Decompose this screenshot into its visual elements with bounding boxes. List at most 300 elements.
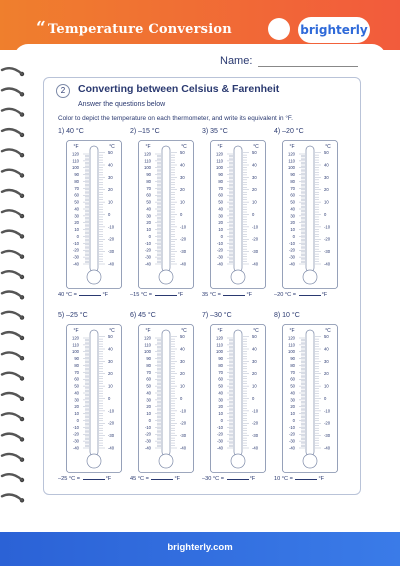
fahrenheit-tick-label: 120 <box>72 335 79 341</box>
answer-line[interactable] <box>58 292 108 298</box>
answer-line[interactable] <box>130 292 183 298</box>
celsius-tick-label: 10 <box>252 199 257 205</box>
fahrenheit-tick-label: -30 <box>144 438 151 444</box>
celsius-tick-label: 40 <box>252 162 257 168</box>
spiral-ring <box>2 312 24 320</box>
thermometer-bulb <box>159 270 173 284</box>
fahrenheit-tick-label: 90 <box>146 172 151 178</box>
spiral-ring <box>2 251 24 259</box>
fahrenheit-tick-label: 100 <box>216 165 223 171</box>
fahrenheit-tick-label: 20 <box>146 404 151 410</box>
spiral-ring <box>2 495 24 503</box>
celsius-tick-label: 30 <box>324 174 329 180</box>
spiral-ring <box>2 170 24 178</box>
fahrenheit-tick-label: 30 <box>218 397 223 403</box>
celsius-tick-label: 40 <box>108 162 113 168</box>
fahrenheit-tick-label: 40 <box>146 206 151 212</box>
celsius-tick-label: 10 <box>252 383 257 389</box>
answer-blank[interactable] <box>295 479 317 480</box>
fahrenheit-tick-label: 60 <box>290 192 295 198</box>
fahrenheit-tick-label: 100 <box>144 349 151 355</box>
problem-label: 5) –25 °C <box>58 312 88 319</box>
fahrenheit-tick-label: 80 <box>290 362 295 368</box>
fahrenheit-tick-label: -10 <box>216 240 223 246</box>
fahrenheit-tick-label: 30 <box>74 213 79 219</box>
answer-line[interactable] <box>202 292 252 298</box>
fahrenheit-tick-label: 10 <box>74 227 79 233</box>
celsius-tick-label: -10 <box>180 408 187 414</box>
answer-line[interactable] <box>130 476 180 482</box>
fahrenheit-tick-label: 40 <box>290 390 295 396</box>
problem-label: 4) –20 °C <box>274 128 304 135</box>
thermometer-bulb <box>87 270 101 284</box>
celsius-tick-label: 50 <box>324 150 329 156</box>
thermometer-problem <box>130 128 202 304</box>
thermometer-bulb <box>231 270 245 284</box>
celsius-unit-label: °C <box>181 144 187 150</box>
answer-suffix: °F <box>321 292 328 298</box>
celsius-unit-label: °C <box>109 144 115 150</box>
thermometer-tube <box>90 146 98 272</box>
celsius-tick-label: 0 <box>252 211 255 217</box>
celsius-tick-label: -20 <box>180 420 187 426</box>
celsius-tick-label: 50 <box>108 334 113 340</box>
thermometer-problem <box>130 312 202 488</box>
fahrenheit-tick-label: 120 <box>288 335 295 341</box>
fahrenheit-tick-label: 80 <box>146 362 151 368</box>
answer-blank[interactable] <box>79 295 101 296</box>
fahrenheit-unit-label: °F <box>145 328 151 334</box>
fahrenheit-tick-label: 120 <box>288 151 295 157</box>
answer-prefix: –20 °C = <box>274 292 296 298</box>
celsius-tick-label: 0 <box>108 395 111 401</box>
thermometer-problem <box>58 128 130 304</box>
celsius-tick-label: -30 <box>108 433 115 439</box>
fahrenheit-unit-label: °F <box>217 144 223 150</box>
fahrenheit-tick-label: 70 <box>74 185 79 191</box>
thermometer-tube <box>306 330 314 456</box>
fahrenheit-tick-label: -30 <box>288 254 295 260</box>
fahrenheit-tick-label: -10 <box>144 424 151 430</box>
thermometer-figure <box>210 324 266 474</box>
thermometer-problem <box>274 128 346 304</box>
answer-prefix: 45 °C = <box>130 476 149 482</box>
spiral-ring <box>2 190 24 198</box>
fahrenheit-tick-label: 50 <box>218 383 223 389</box>
celsius-unit-label: °C <box>181 328 187 334</box>
answer-suffix: °F <box>105 476 112 482</box>
fahrenheit-tick-label: 10 <box>290 227 295 233</box>
fahrenheit-tick-label: -30 <box>216 254 223 260</box>
fahrenheit-tick-label: -10 <box>72 240 79 246</box>
fahrenheit-tick-label: 40 <box>146 390 151 396</box>
spiral-ring <box>2 332 24 340</box>
celsius-tick-label: -30 <box>180 433 187 439</box>
fahrenheit-unit-label: °F <box>73 144 79 150</box>
instructions-text: Color to depict the temperature on each thermometer, and write its equivalent in °F. <box>58 115 293 122</box>
spiral-ring <box>2 413 24 421</box>
celsius-tick-label: -30 <box>324 433 331 439</box>
fahrenheit-tick-label: 60 <box>218 192 223 198</box>
celsius-tick-label: 50 <box>180 150 185 156</box>
celsius-tick-label: 40 <box>252 346 257 352</box>
celsius-tick-label: 10 <box>180 199 185 205</box>
fahrenheit-tick-label: -30 <box>216 438 223 444</box>
celsius-tick-label: -40 <box>108 261 115 267</box>
thermometer-figure <box>282 324 338 474</box>
answer-line[interactable] <box>58 476 111 482</box>
fahrenheit-tick-label: 60 <box>74 192 79 198</box>
fahrenheit-tick-label: 100 <box>288 349 295 355</box>
fahrenheit-tick-label: 80 <box>146 178 151 184</box>
celsius-tick-label: -30 <box>324 249 331 255</box>
answer-blank[interactable] <box>223 295 245 296</box>
spiral-ring <box>2 68 24 76</box>
celsius-tick-label: 10 <box>180 383 185 389</box>
fahrenheit-tick-label: 80 <box>218 178 223 184</box>
fahrenheit-tick-label: 30 <box>74 397 79 403</box>
celsius-tick-label: -10 <box>252 224 259 230</box>
fahrenheit-tick-label: -10 <box>288 240 295 246</box>
celsius-tick-label: 0 <box>324 395 327 401</box>
fahrenheit-tick-label: 50 <box>290 199 295 205</box>
fahrenheit-tick-label: 20 <box>218 404 223 410</box>
celsius-tick-label: -20 <box>180 236 187 242</box>
answer-blank[interactable] <box>299 295 321 296</box>
celsius-tick-label: -10 <box>324 224 331 230</box>
fahrenheit-tick-label: 90 <box>290 356 295 362</box>
problem-label: 3) 35 °C <box>202 128 228 135</box>
celsius-tick-label: 0 <box>180 395 183 401</box>
celsius-tick-label: -30 <box>252 249 259 255</box>
celsius-tick-label: -20 <box>324 420 331 426</box>
fahrenheit-tick-label: 40 <box>74 390 79 396</box>
answer-prefix: –15 °C = <box>130 292 152 298</box>
worksheet-title-text: Temperature Conversion <box>47 22 232 37</box>
celsius-tick-label: 20 <box>324 187 329 193</box>
celsius-tick-label: 20 <box>252 371 257 377</box>
quote-icon: “ <box>36 18 46 38</box>
answer-line[interactable] <box>202 476 255 482</box>
celsius-tick-label: 20 <box>324 371 329 377</box>
celsius-tick-label: -40 <box>180 445 187 451</box>
celsius-tick-label: 20 <box>108 371 113 377</box>
celsius-tick-label: -40 <box>324 261 331 267</box>
celsius-tick-label: 40 <box>180 162 185 168</box>
celsius-unit-label: °C <box>253 144 259 150</box>
celsius-tick-label: -20 <box>108 420 115 426</box>
spiral-ring <box>2 454 24 462</box>
celsius-tick-label: 30 <box>180 174 185 180</box>
thermometer-tube <box>234 146 242 272</box>
celsius-tick-label: 10 <box>324 383 329 389</box>
fahrenheit-tick-label: 10 <box>146 227 151 233</box>
fahrenheit-tick-label: 100 <box>144 165 151 171</box>
fahrenheit-tick-label: 20 <box>74 404 79 410</box>
fahrenheit-tick-label: 50 <box>290 383 295 389</box>
thermometer-figure <box>138 324 194 474</box>
thermometer-bulb <box>159 454 173 468</box>
fahrenheit-tick-label: 10 <box>218 227 223 233</box>
fahrenheit-tick-label: 80 <box>74 178 79 184</box>
brand-logo: brighterly <box>298 17 370 43</box>
fahrenheit-tick-label: 30 <box>290 397 295 403</box>
fahrenheit-tick-label: 20 <box>74 220 79 226</box>
section-subtitle: Answer the questions below <box>78 101 166 108</box>
spiral-ring <box>2 271 24 279</box>
thermometer-problem <box>202 312 274 488</box>
fahrenheit-tick-label: 20 <box>290 220 295 226</box>
fahrenheit-tick-label: 60 <box>218 376 223 382</box>
answer-suffix: °F <box>177 292 184 298</box>
celsius-tick-label: -30 <box>108 249 115 255</box>
fahrenheit-tick-label: 70 <box>218 185 223 191</box>
thermometer-tube <box>162 146 170 272</box>
spiral-ring <box>2 210 24 218</box>
celsius-tick-label: 50 <box>180 334 185 340</box>
fahrenheit-tick-label: 40 <box>218 206 223 212</box>
celsius-tick-label: -40 <box>108 445 115 451</box>
thermometer-figure <box>66 324 122 474</box>
fahrenheit-tick-label: 30 <box>218 213 223 219</box>
answer-prefix: 10 °C = <box>274 476 293 482</box>
answer-blank[interactable] <box>83 479 105 480</box>
fahrenheit-tick-label: -10 <box>144 240 151 246</box>
celsius-tick-label: 30 <box>108 358 113 364</box>
celsius-tick-label: -30 <box>180 249 187 255</box>
celsius-tick-label: 10 <box>108 199 113 205</box>
fahrenheit-tick-label: 50 <box>146 383 151 389</box>
fahrenheit-tick-label: 70 <box>74 369 79 375</box>
fahrenheit-tick-label: 10 <box>74 411 79 417</box>
spiral-ring <box>2 373 24 381</box>
fahrenheit-tick-label: -20 <box>144 247 151 253</box>
fahrenheit-tick-label: 30 <box>290 213 295 219</box>
celsius-unit-label: °C <box>325 144 331 150</box>
spiral-binding <box>0 0 32 566</box>
celsius-tick-label: 40 <box>324 162 329 168</box>
fahrenheit-tick-label: 0 <box>148 417 151 423</box>
fahrenheit-unit-label: °F <box>289 328 295 334</box>
fahrenheit-tick-label: -40 <box>72 261 79 267</box>
fahrenheit-tick-label: 50 <box>74 383 79 389</box>
fahrenheit-tick-label: 10 <box>290 411 295 417</box>
spiral-ring <box>2 109 24 117</box>
fahrenheit-unit-label: °F <box>217 328 223 334</box>
fahrenheit-tick-label: -30 <box>72 438 79 444</box>
fahrenheit-tick-label: 20 <box>290 404 295 410</box>
spiral-ring <box>2 149 24 157</box>
thermometer-tube <box>90 330 98 456</box>
answer-prefix: 35 °C = <box>202 292 221 298</box>
section-number: 2 <box>56 84 70 98</box>
fahrenheit-tick-label: 110 <box>216 342 223 348</box>
thermometer-figure <box>138 140 194 290</box>
problem-label: 6) 45 °C <box>130 312 156 319</box>
fahrenheit-tick-label: 40 <box>74 206 79 212</box>
fahrenheit-tick-label: 80 <box>218 362 223 368</box>
answer-suffix: °F <box>249 476 256 482</box>
fahrenheit-tick-label: 60 <box>74 376 79 382</box>
celsius-tick-label: 0 <box>180 211 183 217</box>
answer-blank[interactable] <box>155 295 177 296</box>
fahrenheit-unit-label: °F <box>73 328 79 334</box>
fahrenheit-tick-label: -20 <box>72 431 79 437</box>
fahrenheit-tick-label: -40 <box>144 261 151 267</box>
fahrenheit-tick-label: 30 <box>146 397 151 403</box>
celsius-tick-label: 50 <box>252 334 257 340</box>
fahrenheit-tick-label: 10 <box>146 411 151 417</box>
thermometer-problem <box>274 312 346 488</box>
fahrenheit-tick-label: -40 <box>216 445 223 451</box>
fahrenheit-tick-label: 20 <box>146 220 151 226</box>
fahrenheit-tick-label: 110 <box>72 342 79 348</box>
answer-suffix: °F <box>318 476 325 482</box>
celsius-tick-label: 20 <box>180 371 185 377</box>
fahrenheit-tick-label: 110 <box>144 158 151 164</box>
thermometer-tube <box>306 146 314 272</box>
celsius-tick-label: 30 <box>252 174 257 180</box>
fahrenheit-tick-label: -40 <box>72 445 79 451</box>
name-input-line[interactable] <box>258 66 358 67</box>
celsius-tick-label: -20 <box>252 420 259 426</box>
fahrenheit-tick-label: 40 <box>290 206 295 212</box>
fahrenheit-tick-label: 50 <box>218 199 223 205</box>
fahrenheit-tick-label: 20 <box>218 220 223 226</box>
celsius-tick-label: -20 <box>252 236 259 242</box>
fahrenheit-tick-label: 90 <box>74 172 79 178</box>
answer-suffix: °F <box>246 292 253 298</box>
celsius-tick-label: 0 <box>108 211 111 217</box>
celsius-tick-label: 20 <box>252 187 257 193</box>
fahrenheit-tick-label: -30 <box>144 254 151 260</box>
problem-label: 1) 40 °C <box>58 128 84 135</box>
answer-line[interactable] <box>274 476 324 482</box>
fahrenheit-tick-label: 110 <box>72 158 79 164</box>
fahrenheit-tick-label: 40 <box>218 390 223 396</box>
fahrenheit-tick-label: 100 <box>72 349 79 355</box>
celsius-tick-label: 50 <box>252 150 257 156</box>
fahrenheit-tick-label: 120 <box>144 335 151 341</box>
celsius-tick-label: 50 <box>108 150 113 156</box>
fahrenheit-tick-label: 30 <box>146 213 151 219</box>
thermometer-figure <box>282 140 338 290</box>
fahrenheit-tick-label: 90 <box>218 172 223 178</box>
answer-blank[interactable] <box>227 479 249 480</box>
answer-prefix: –30 °C = <box>202 476 224 482</box>
fahrenheit-tick-label: 50 <box>146 199 151 205</box>
fahrenheit-tick-label: -20 <box>288 247 295 253</box>
section-title: Converting between Celsius & Farenheit <box>78 83 280 95</box>
celsius-tick-label: -20 <box>108 236 115 242</box>
answer-blank[interactable] <box>151 479 173 480</box>
answer-line[interactable] <box>274 292 327 298</box>
fahrenheit-tick-label: 0 <box>76 417 79 423</box>
celsius-tick-label: 30 <box>108 174 113 180</box>
spiral-ring <box>2 231 24 239</box>
fahrenheit-tick-label: 10 <box>218 411 223 417</box>
celsius-tick-label: -30 <box>252 433 259 439</box>
fahrenheit-tick-label: 90 <box>74 356 79 362</box>
thermometer-bulb <box>87 454 101 468</box>
fahrenheit-tick-label: 110 <box>288 342 295 348</box>
answer-prefix: –25 °C = <box>58 476 80 482</box>
answer-suffix: °F <box>174 476 181 482</box>
fahrenheit-tick-label: 50 <box>74 199 79 205</box>
fahrenheit-tick-label: -20 <box>72 247 79 253</box>
celsius-tick-label: -10 <box>180 224 187 230</box>
answer-suffix: °F <box>102 292 109 298</box>
fahrenheit-tick-label: 70 <box>146 185 151 191</box>
fahrenheit-tick-label: -40 <box>144 445 151 451</box>
fahrenheit-tick-label: 70 <box>218 369 223 375</box>
thermometer-bulb <box>303 270 317 284</box>
celsius-unit-label: °C <box>109 328 115 334</box>
fahrenheit-tick-label: 90 <box>146 356 151 362</box>
celsius-tick-label: -40 <box>252 261 259 267</box>
fahrenheit-tick-label: -10 <box>216 424 223 430</box>
celsius-unit-label: °C <box>253 328 259 334</box>
problem-label: 8) 10 °C <box>274 312 300 319</box>
celsius-tick-label: 20 <box>180 187 185 193</box>
fahrenheit-tick-label: 120 <box>216 335 223 341</box>
spiral-ring <box>2 434 24 442</box>
fahrenheit-tick-label: -20 <box>144 431 151 437</box>
celsius-tick-label: 0 <box>324 211 327 217</box>
problem-label: 7) –30 °C <box>202 312 232 319</box>
fahrenheit-tick-label: -10 <box>288 424 295 430</box>
fahrenheit-tick-label: -30 <box>72 254 79 260</box>
fahrenheit-tick-label: 90 <box>218 356 223 362</box>
celsius-tick-label: 10 <box>108 383 113 389</box>
fahrenheit-tick-label: -20 <box>216 431 223 437</box>
fahrenheit-tick-label: -40 <box>216 261 223 267</box>
celsius-tick-label: 20 <box>108 187 113 193</box>
spiral-ring <box>2 474 24 482</box>
fahrenheit-tick-label: -20 <box>288 431 295 437</box>
fahrenheit-tick-label: 0 <box>220 417 223 423</box>
fahrenheit-tick-label: 100 <box>216 349 223 355</box>
fahrenheit-tick-label: -30 <box>288 438 295 444</box>
celsius-tick-label: 50 <box>324 334 329 340</box>
fahrenheit-tick-label: 120 <box>216 151 223 157</box>
thermometer-bulb <box>303 454 317 468</box>
fahrenheit-tick-label: 110 <box>216 158 223 164</box>
fahrenheit-unit-label: °F <box>145 144 151 150</box>
fahrenheit-tick-label: 120 <box>144 151 151 157</box>
name-label: Name: <box>220 55 253 67</box>
celsius-tick-label: -20 <box>324 236 331 242</box>
celsius-tick-label: 40 <box>180 346 185 352</box>
spiral-ring <box>2 393 24 401</box>
thermometer-tube <box>234 330 242 456</box>
fahrenheit-tick-label: 0 <box>292 233 295 239</box>
celsius-tick-label: 40 <box>324 346 329 352</box>
celsius-tick-label: -10 <box>108 224 115 230</box>
spiral-ring <box>2 89 24 97</box>
celsius-tick-label: 30 <box>252 358 257 364</box>
fahrenheit-tick-label: -40 <box>288 445 295 451</box>
spiral-ring <box>2 352 24 360</box>
fahrenheit-tick-label: 60 <box>290 376 295 382</box>
celsius-tick-label: 0 <box>252 395 255 401</box>
fahrenheit-tick-label: -40 <box>288 261 295 267</box>
fahrenheit-tick-label: 90 <box>290 172 295 178</box>
thermometer-figure <box>66 140 122 290</box>
celsius-tick-label: -40 <box>324 445 331 451</box>
spiral-ring <box>2 292 24 300</box>
celsius-tick-label: -10 <box>108 408 115 414</box>
